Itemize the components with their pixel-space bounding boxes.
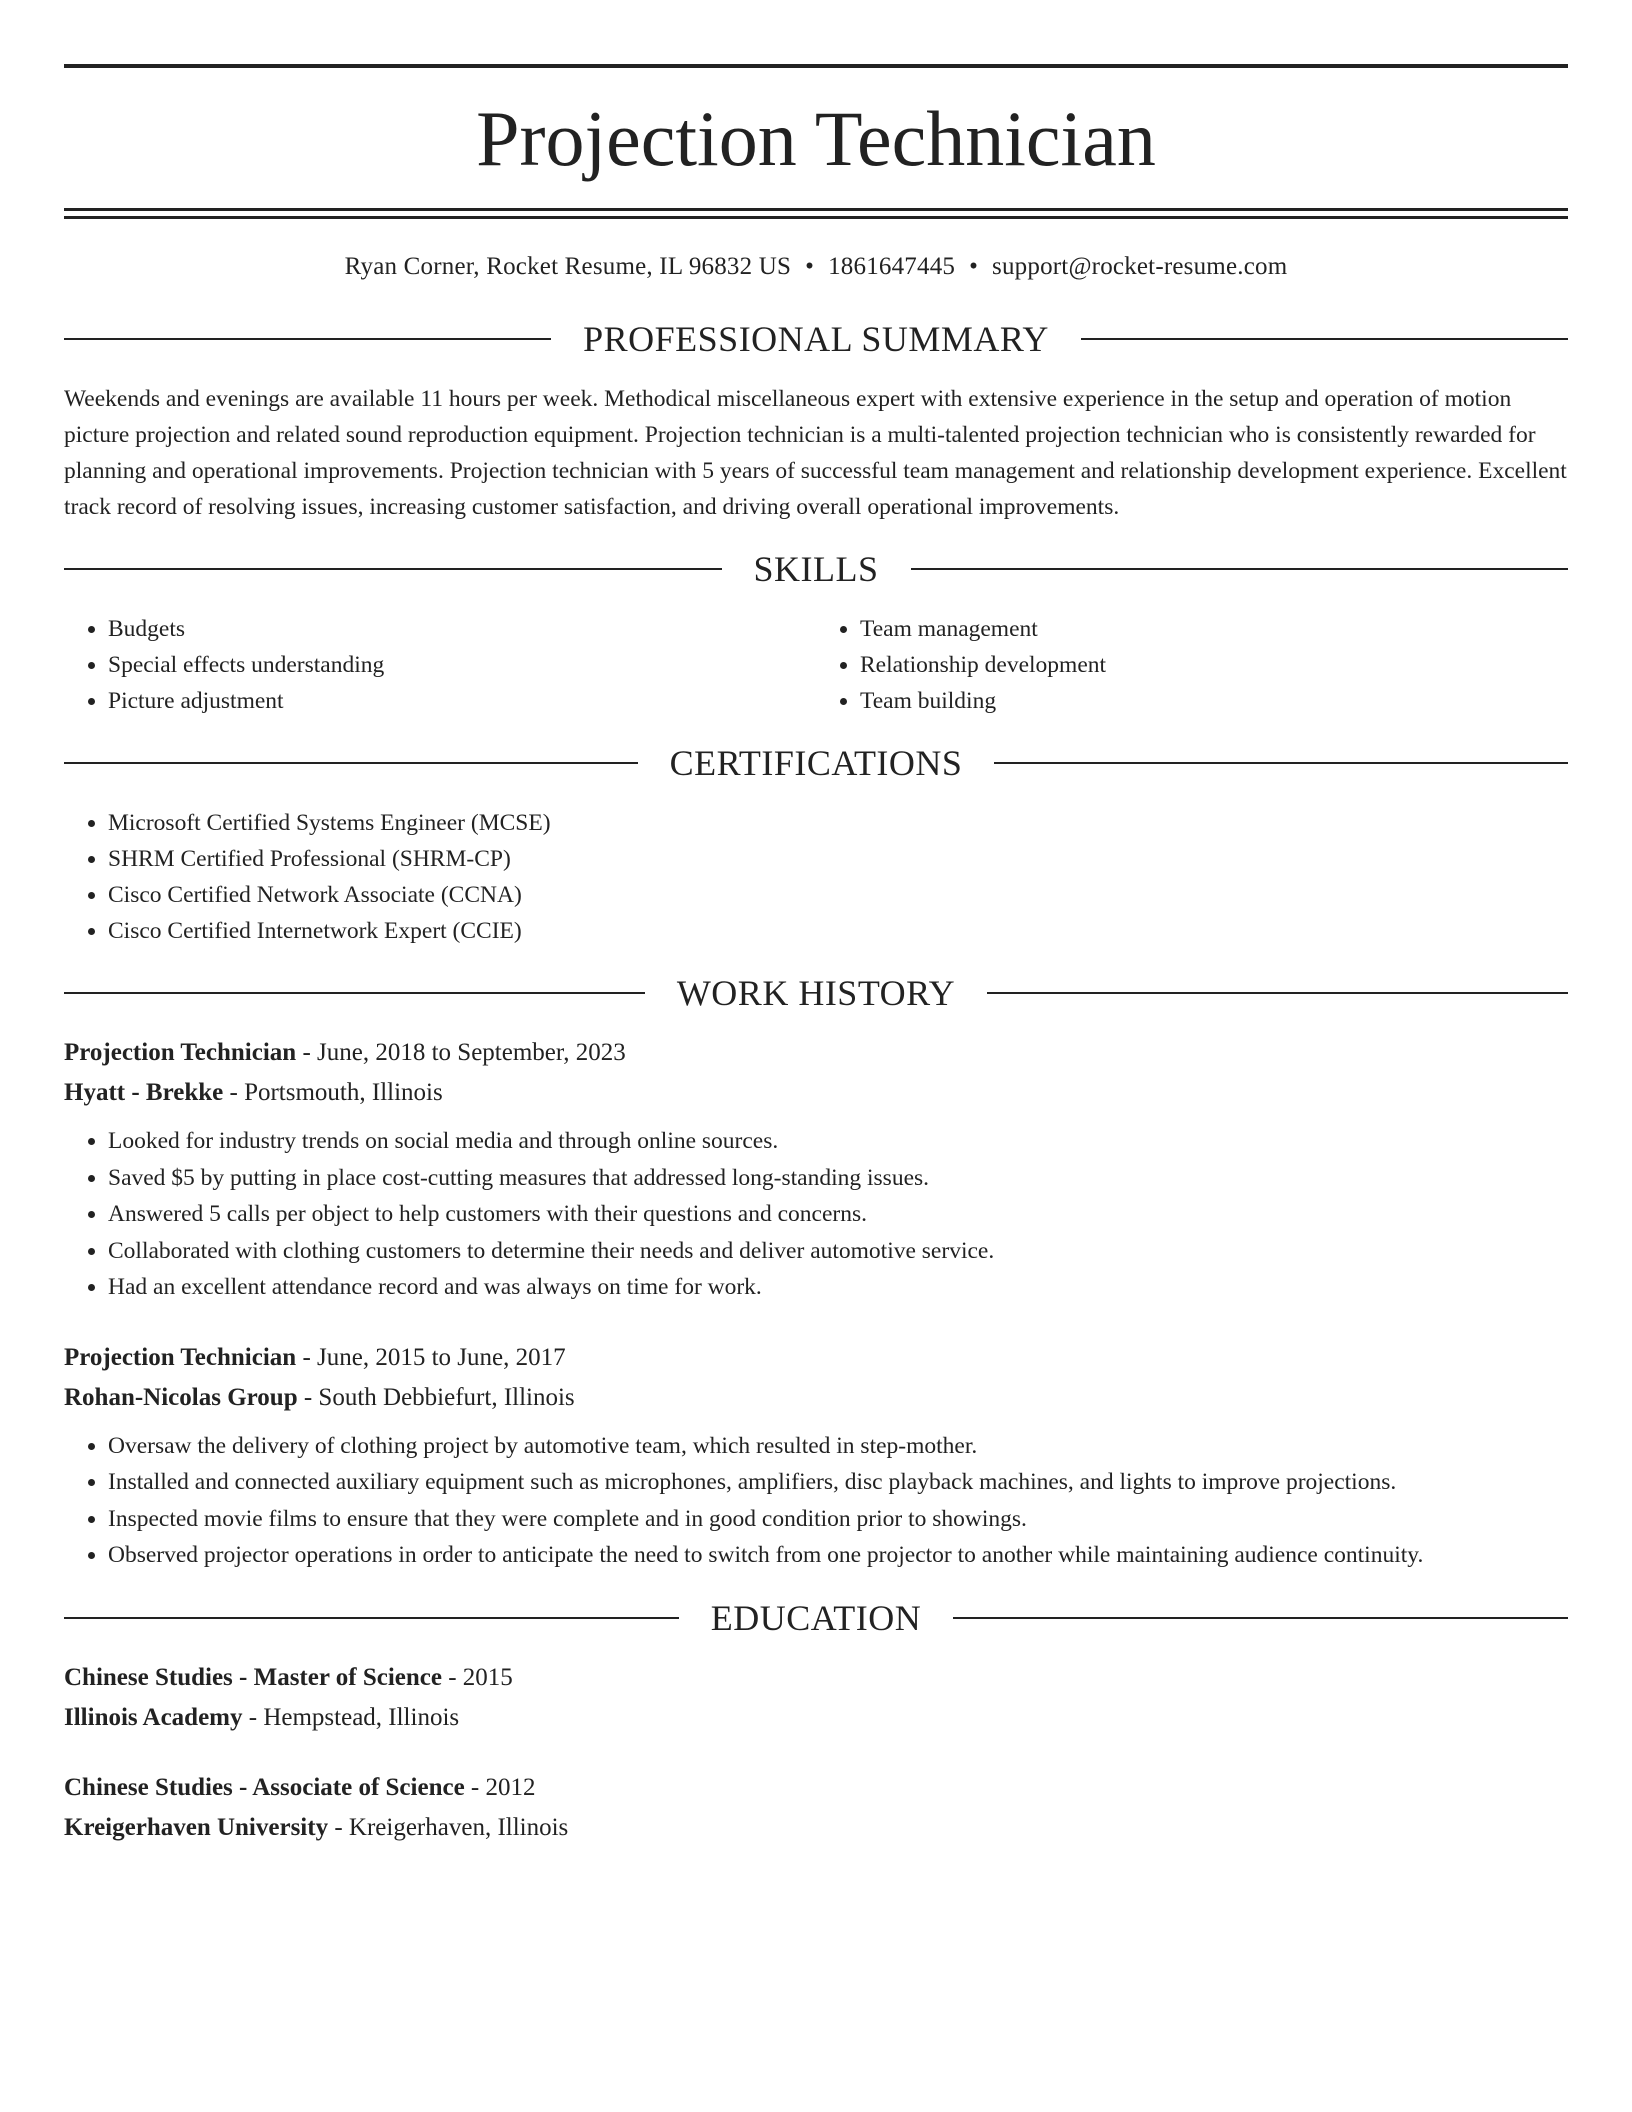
- section-title-certifications: CERTIFICATIONS: [669, 743, 963, 783]
- education-year: - 2012: [464, 1773, 536, 1801]
- section-title-work-history: WORK HISTORY: [676, 973, 956, 1013]
- job-bullet: • Collaborated with clothing customers to determine their needs and deliver automotive service.: [108, 1233, 1568, 1270]
- section-rule-left: [64, 762, 638, 764]
- job-company-line: [64, 1378, 1568, 1418]
- job-role: Projection Technician: [64, 1343, 297, 1371]
- job-bullet: • Oversaw the delivery of clothing project by automotive team, which resulted in step-mother.: [108, 1428, 1568, 1465]
- job-company-line: [64, 1073, 1568, 1113]
- job-location: - South Debbiefurt, Illinois: [297, 1383, 575, 1411]
- job-entry: [64, 1033, 1568, 1306]
- section-rule-right: [953, 1617, 1568, 1619]
- summary-text: Weekends and evenings are available 11 hours per week. Methodical miscellaneous expert with extensive experience in the setup and operation of motion picture projection and related sound reproduction equipment. Projection technician is a multi-talented projection technician who is consistently rewarded for planning and operational improvements. Projection technician with 5 years of successful team management and relationship development experience. Excellent track record of resolving issues, increasing customer satisfaction, and driving overall operational improvements.: [64, 386, 1567, 520]
- skill-item: • Special effects understanding: [108, 647, 816, 683]
- section-header-certifications: [64, 745, 1568, 781]
- job-company: Hyatt - Brekke: [64, 1079, 224, 1106]
- job-title-line: [64, 1338, 1568, 1378]
- contact-phone: 1861647445: [828, 253, 956, 280]
- section-header-skills: [64, 551, 1568, 587]
- education-degree: Chinese Studies - Master of Science: [64, 1663, 442, 1691]
- job-title-line: [64, 1033, 1568, 1073]
- education-location: - Kreigerhaven, Illinois: [328, 1813, 569, 1841]
- certification-item: • SHRM Certified Professional (SHRM-CP): [108, 841, 1568, 877]
- section-rule-left: [64, 338, 551, 340]
- skills-list: [64, 611, 1568, 719]
- section-rule-right: [994, 762, 1568, 764]
- job-bullet: • Had an excellent attendance record and was always on time for work.: [108, 1269, 1568, 1306]
- certifications-list: [64, 805, 1568, 949]
- skill-item: • Picture adjustment: [108, 683, 816, 719]
- certification-item: • Microsoft Certified Systems Engineer (MCSE): [108, 805, 1568, 841]
- education-school: Illinois Academy: [64, 1703, 243, 1731]
- section-header-education: [64, 1597, 1568, 1638]
- job-bullet: • Inspected movie films to ensure that they were complete and in good condition prior to showings.: [108, 1501, 1568, 1538]
- skill-item: • Team building: [860, 683, 1568, 719]
- section-rule-left: [64, 992, 645, 994]
- section-header-summary: [64, 321, 1568, 357]
- contact-separator: •: [969, 253, 979, 280]
- job-bullets: [64, 1428, 1568, 1574]
- section-title-summary: PROFESSIONAL SUMMARY: [583, 319, 1049, 359]
- skill-item: • Team management: [860, 611, 1568, 647]
- contact-address: Ryan Corner, Rocket Resume, IL 96832 US: [344, 253, 792, 280]
- section-title-skills: SKILLS: [753, 549, 879, 589]
- job-bullet: • Answered 5 calls per object to help customers with their questions and concerns.: [108, 1196, 1568, 1233]
- job-bullet: • Observed projector operations in order to anticipate the need to switch from one projector to another while maintaining audience continuity.: [108, 1537, 1568, 1574]
- contact-email: support@rocket-resume.com: [992, 253, 1288, 280]
- job-bullet: • Looked for industry trends on social media and through online sources.: [108, 1123, 1568, 1160]
- job-bullet: • Installed and connected auxiliary equipment such as microphones, amplifiers, disc playback machines, and lights to improve projections.: [108, 1464, 1568, 1501]
- section-rule-right: [911, 568, 1569, 570]
- education-entry: [64, 1768, 1568, 1848]
- contact-separator: •: [805, 253, 815, 280]
- certification-item: • Cisco Certified Internetwork Expert (CCIE): [108, 913, 1568, 949]
- job-location: - Portsmouth, Illinois: [223, 1079, 443, 1106]
- title-double-rule: [64, 208, 1568, 219]
- contact-line: [64, 253, 1568, 281]
- skills-column-right: [816, 611, 1568, 719]
- education-degree: Chinese Studies - Associate of Science: [64, 1773, 465, 1801]
- education-degree-line: [64, 1658, 1568, 1698]
- education-school-line: [64, 1698, 1568, 1738]
- job-role: Projection Technician: [64, 1039, 297, 1066]
- job-entry: [64, 1338, 1568, 1574]
- education-entry: [64, 1658, 1568, 1738]
- section-rule-right: [1081, 338, 1568, 340]
- section-title-education: EDUCATION: [710, 1597, 922, 1638]
- education-school: Kreigerhaven University: [64, 1813, 329, 1841]
- section-rule-left: [64, 1617, 679, 1619]
- skill-item: • Budgets: [108, 611, 816, 647]
- section-rule-left: [64, 568, 722, 570]
- education-year: - 2015: [441, 1663, 513, 1691]
- job-dates: - June, 2015 to June, 2017: [296, 1343, 566, 1371]
- certification-item: • Cisco Certified Network Associate (CCNA): [108, 877, 1568, 913]
- job-company: Rohan-Nicolas Group: [64, 1383, 298, 1411]
- section-header-work-history: [64, 975, 1568, 1011]
- section-rule-right: [987, 992, 1568, 994]
- job-dates: - June, 2018 to September, 2023: [296, 1039, 626, 1066]
- education-location: - Hempstead, Illinois: [242, 1703, 460, 1731]
- resume-title: Projection Technician: [476, 95, 1156, 182]
- education-degree-line: [64, 1768, 1568, 1808]
- job-bullets: [64, 1123, 1568, 1306]
- skills-column-left: [64, 611, 816, 719]
- job-bullet: • Saved $5 by putting in place cost-cutting measures that addressed long-standing issues.: [108, 1160, 1568, 1197]
- skill-item: • Relationship development: [860, 647, 1568, 683]
- top-rule: [64, 64, 1568, 68]
- education-school-line: [64, 1808, 1568, 1848]
